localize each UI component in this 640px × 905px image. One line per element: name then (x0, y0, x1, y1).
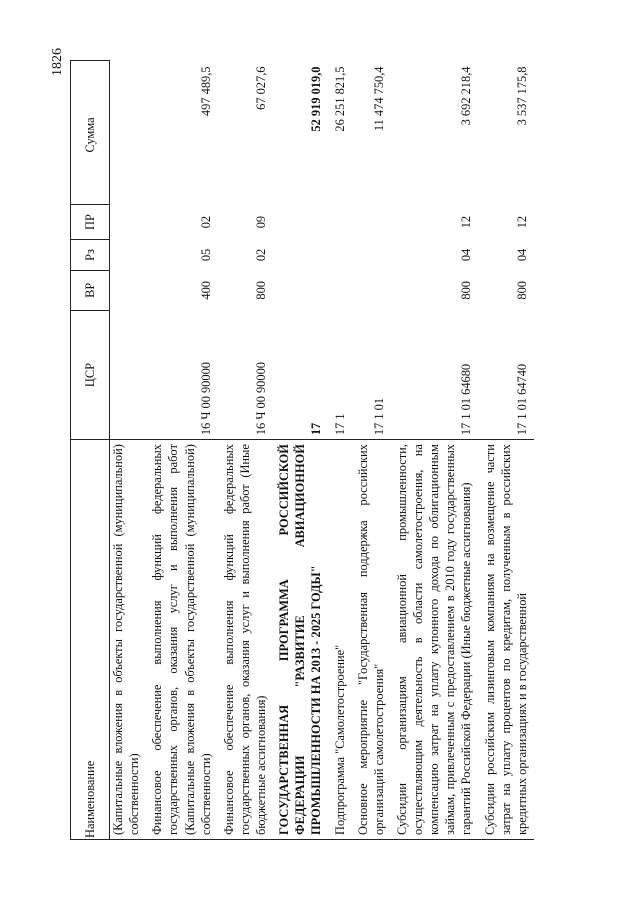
row-sum: 497 489,5 (198, 66, 213, 117)
row-vr (352, 270, 391, 310)
table-row (391, 61, 479, 840)
row-csr: 17 1 (332, 413, 347, 436)
table-header-row (71, 61, 110, 840)
table-row (146, 61, 218, 840)
row-name: Финансовое обеспечение выполнения функций федеральных государственных органов, оказания услуг и выполнения работ (Капитальные вложения в объекты государственной (муниципальной) собственности) (146, 440, 218, 840)
header-sum: Сумма (71, 61, 110, 205)
table-body (110, 61, 534, 840)
row-pr: 12 (459, 215, 474, 229)
row-sum: 26 251 821,5 (332, 66, 347, 132)
row-csr: 16 Ч 00 90000 (198, 362, 213, 436)
page-number: 1826 (50, 48, 65, 76)
row-rz: 04 (514, 248, 529, 262)
row-vr (329, 270, 352, 310)
row-csr: 17 1 01 64680 (459, 363, 474, 436)
row-rz: 02 (254, 248, 268, 262)
row-name: Субсидии организациям авиационной промышленности, осуществляющим деятельность в области самолетостроения, на компенсацию затрат на уплату купонного дохода по облигационным займам, привлеченным с предоставлением в 2010 году государственных гарантий Российской Федерации (Иные бюджетные ассигнования) (391, 440, 479, 840)
table-row (479, 61, 534, 840)
row-vr: 400 (198, 281, 213, 300)
table-row (273, 61, 328, 840)
row-name: Подпрограмма "Самолетостроение" (329, 440, 352, 840)
row-pr (110, 204, 147, 239)
header-rz: Рз (71, 240, 110, 270)
row-csr: 17 (309, 422, 324, 436)
row-pr: 12 (514, 215, 529, 229)
row-pr (352, 204, 391, 239)
table-row (218, 61, 273, 840)
row-sum (110, 61, 147, 205)
row-sum: 52 919 019,0 (309, 66, 324, 132)
row-name: Финансовое обеспечение выполнения функций федеральных государственных органов, оказания услуг и выполнения работ (Иные бюджетные ассигнования) (218, 440, 273, 840)
row-name: ГОСУДАРСТВЕННАЯ ПРОГРАММА РОССИЙСКОЙ ФЕДЕРАЦИИ "РАЗВИТИЕ АВИАЦИОННОЙ ПРОМЫШЛЕННОСТИ НА 2013 - 2025 ГОДЫ" (273, 440, 328, 840)
row-vr: 800 (514, 281, 529, 300)
row-csr: 17 1 01 64740 (514, 363, 529, 436)
table-row (329, 61, 352, 840)
row-sum: 11 474 750,4 (371, 66, 386, 132)
row-sum: 67 027,6 (254, 66, 268, 110)
row-name: Субсидии российским лизинговым компаниям на возмещение части затрат на уплату процентов по кредитам, полученным в российских кредитных организациях и в государственной (479, 440, 534, 840)
row-vr (110, 270, 147, 310)
row-rz (110, 240, 147, 270)
row-vr: 800 (254, 281, 268, 300)
header-name: Наименование (71, 440, 110, 840)
row-rz (273, 240, 328, 270)
row-rz: 04 (459, 248, 474, 262)
header-pr: ПР (71, 204, 110, 239)
row-pr: 09 (254, 215, 268, 229)
row-rz (352, 240, 391, 270)
row-pr (273, 204, 328, 239)
table-row (110, 61, 147, 840)
rotated-page (70, 60, 615, 840)
row-sum: 3 537 175,8 (514, 66, 529, 126)
header-csr: ЦСР (71, 310, 110, 439)
row-rz (329, 240, 352, 270)
row-name: Основное мероприятие "Государственная поддержка российских организаций самолетостроения" (352, 440, 391, 840)
row-csr: 17 1 01 (371, 397, 386, 436)
row-vr: 800 (459, 281, 474, 300)
row-pr: 02 (198, 215, 213, 229)
row-vr (273, 270, 328, 310)
row-rz: 05 (198, 248, 213, 262)
row-sum: 3 692 218,4 (459, 66, 474, 126)
row-pr (329, 204, 352, 239)
row-name: (Капитальные вложения в объекты государственной (муниципальной) собственности) (110, 440, 147, 840)
row-csr (110, 310, 147, 439)
table-row (352, 61, 391, 840)
row-csr: 16 Ч 00 90000 (254, 362, 268, 436)
budget-table (70, 60, 534, 840)
header-vr: ВР (71, 270, 110, 310)
